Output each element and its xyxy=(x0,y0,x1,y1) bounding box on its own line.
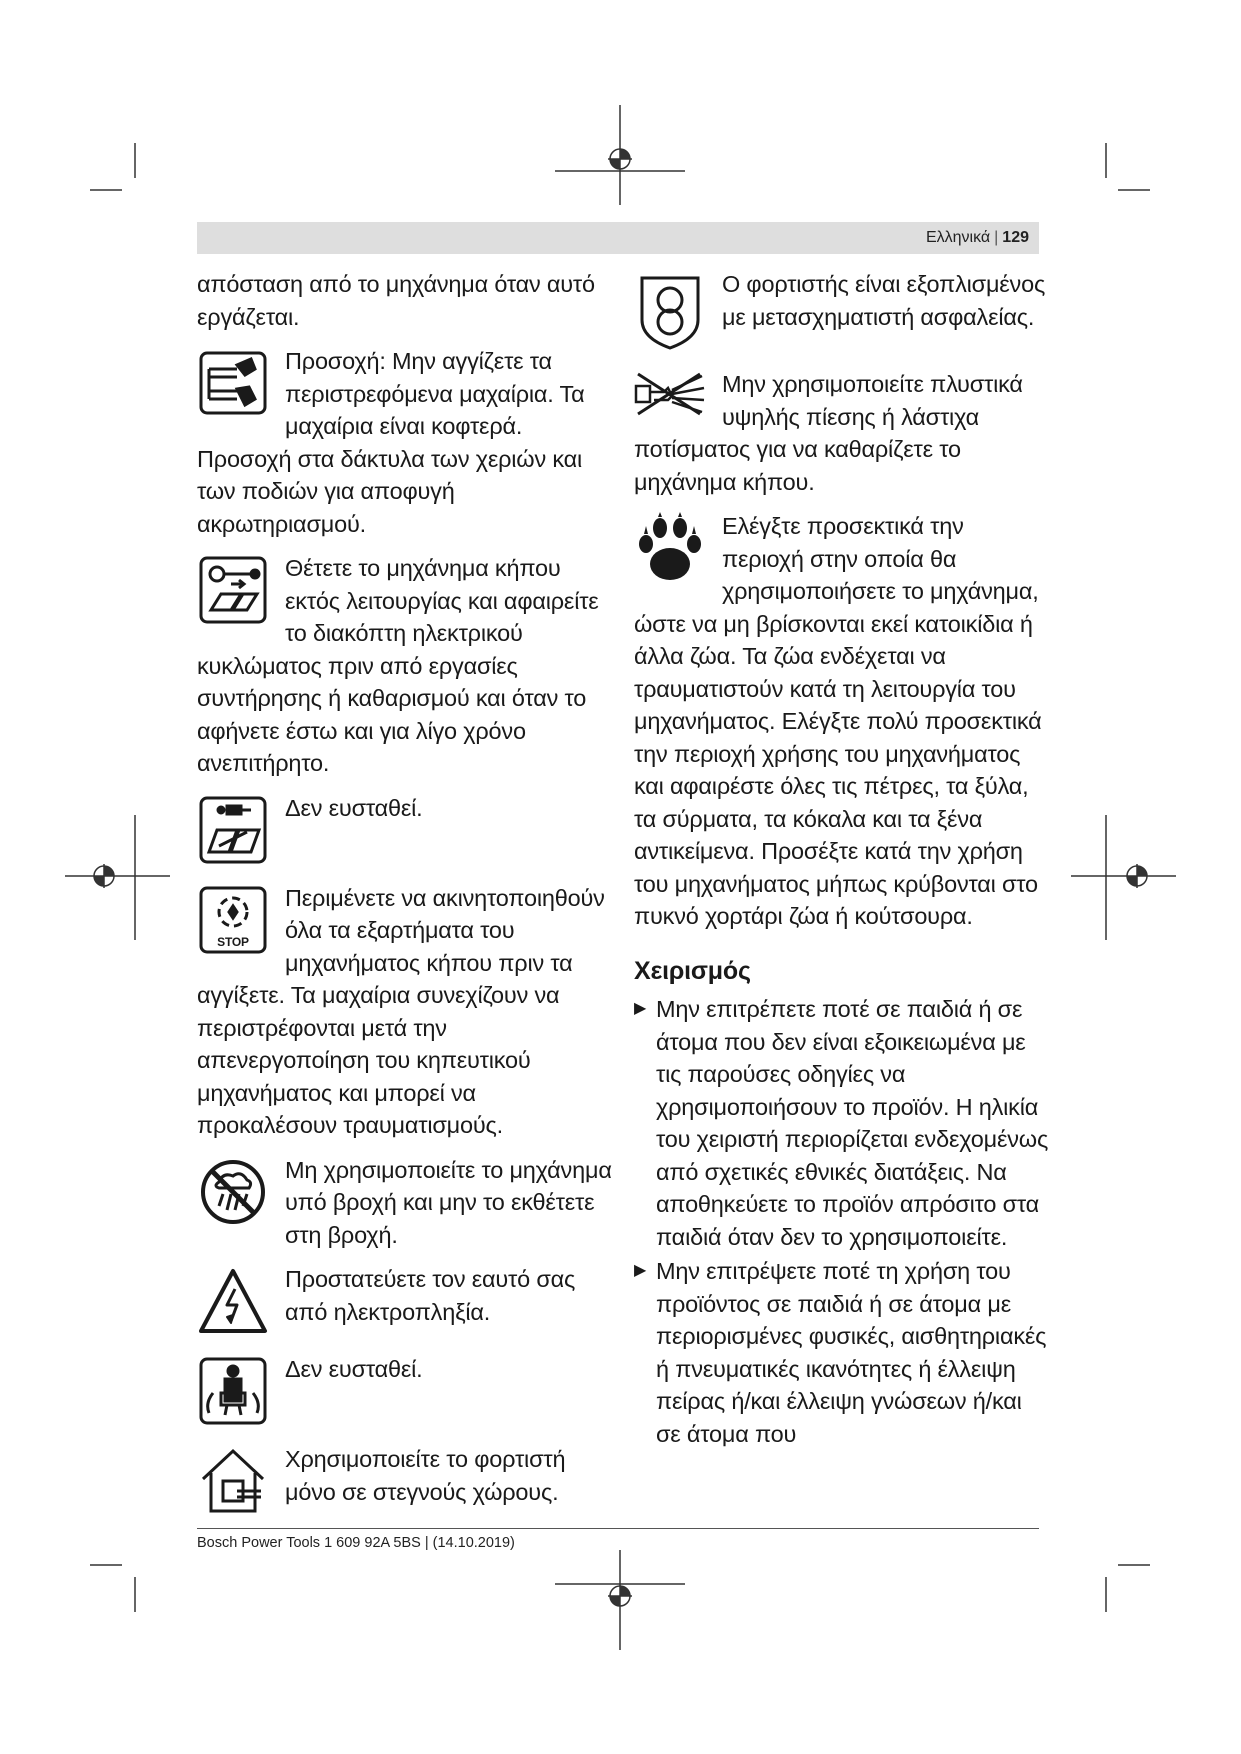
indoor-use-icon xyxy=(197,1445,269,1517)
unplug-manual-icon xyxy=(197,554,269,626)
bullet-arrow-icon: ▶ xyxy=(634,1000,647,1017)
not-applicable-text-2: Δεν ευσταθεί. xyxy=(285,1356,423,1382)
not-applicable-block-1 xyxy=(197,792,612,870)
svg-text:STOP: STOP xyxy=(217,934,249,949)
page-number: 129 xyxy=(1002,229,1029,246)
header-language: Ελληνικά xyxy=(925,229,991,246)
right-column xyxy=(634,268,1049,1452)
electric-shock-block xyxy=(197,1263,612,1341)
dry-rooms-block xyxy=(197,1443,612,1521)
footer-divider xyxy=(197,1528,1039,1529)
person-machine-icon xyxy=(197,1355,269,1427)
not-applicable-text-1: Δεν ευσταθεί. xyxy=(285,794,423,821)
dry-rooms-text: Χρησιμοποιείτε το φορτιστή μόνο σε στεγνούς χώρους. xyxy=(285,1446,566,1505)
intro-paragraph: απόσταση από το μηχάνημα όταν αυτό εργάζεται. xyxy=(197,271,595,330)
knives-warning-text: Προσοχή: Μην αγγίζετε τα περιστρεφόμενα μαχαίρια. Τα μαχαίρια είναι κοφτερά. Προσοχή στα δάκτυλα των χεριών και των ποδιών για αποφυγή ακρωτηριασμού. xyxy=(197,348,585,537)
stop-rotation-icon xyxy=(197,884,269,956)
no-rain-icon xyxy=(197,1156,269,1228)
check-area-text: Ελέγξτε προσεκτικά την περιοχή στην οποία θα χρησιμοποιήσετε το μηχάνημα, ώστε να μη βρίσκονται εκεί κατοικίδια ή άλλα ζώα. Τα ζώα ενδέχεται να τραυματιστούν κατά τη λειτουργία του μηχανήματος. Ελέγξτε πολύ προσεκτικά την περιοχή χρήσης του μηχανήματος και αφαιρέστε όλες τις πέτρες, τα ξύλα, τα σύρματα, τα κόκαλα και τα ξένα αντικείμενα. Προσέξτε κατά την χρήση του μηχανήματος μήπως κρύβονται στο πυκνό χορτάρι ζώα ή κούτσουρα. xyxy=(634,513,1042,929)
bullet-text-2: Μην επιτρέψετε ποτέ τη χρήση του προϊόντος σε παιδιά ή σε άτομα με περιορισμένες φυσικές, αισθητηριακές ή πνευματικές ικανότητες ή έλλειψη πείρας ή/και έλλειψη γνώσεων ή/και σε άτομα που xyxy=(656,1258,1047,1447)
page-header xyxy=(197,222,1039,254)
no-hose-icon xyxy=(634,370,706,416)
list-item xyxy=(634,993,1049,1253)
switch-off-block xyxy=(197,552,612,780)
transformer-icon xyxy=(634,270,706,352)
no-rain-text: Μη χρησιμοποιείτε το μηχάνημα υπό βροχή και μην το εκθέτετε στη βροχή. xyxy=(285,1156,612,1248)
switch-off-text: Θέτετε το μηχάνημα κήπου εκτός λειτουργίας και αφαιρείτε το διακόπτη ηλεκτρικού κυκλώματος πριν από εργασίες συντήρησης ή καθαρισμού και όταν το αφήνετε έστω και για λίγο χρόνο ανεπιτήρητο. xyxy=(197,555,599,776)
bullet-arrow-icon: ▶ xyxy=(634,1262,647,1279)
wait-stop-block xyxy=(197,882,612,1142)
paw-icon xyxy=(634,512,706,584)
check-area-block xyxy=(634,510,1049,933)
section-title-operation: Χειρισμός xyxy=(634,956,751,985)
electric-shock-icon xyxy=(197,1265,269,1337)
wait-stop-text: Περιμένετε να ακινητοποιηθούν όλα τα εξαρτήματα του μηχανήματος κήπου πριν τα αγγίξετε. Τα μαχαίρια συνεχίζουν να περιστρέφονται μετά την απενεργοποίηση του κηπευτικού μηχανήματος και μπορεί να προκαλέσουν τραυματισμούς. xyxy=(197,884,605,1138)
bullet-text-1: Μην επιτρέπετε ποτέ σε παιδιά ή σε άτομα που δεν είναι εξοικειωμένα με τις παρούσες οδηγίες να χρησιμοποιήσουν το προϊόν. Η ηλικία του χειριστή περιορίζεται ενδεχομένως από σχετικές εθνικές διατάξεις. Να αποθηκεύετε το προϊόν απρόσιτο στα παιδιά όταν δεν το χρησιμοποιείτε. xyxy=(656,996,1049,1250)
transformer-block xyxy=(634,268,1049,356)
knives-warning-block xyxy=(197,345,612,540)
manual-wrench-icon xyxy=(197,794,269,866)
left-column xyxy=(197,268,612,1533)
transformer-text: Ο φορτιστής είναι εξοπλισμένος με μετασχηματιστή ασφαλείας. xyxy=(722,271,1046,330)
electric-shock-text: Προστατεύετε τον εαυτό σας από ηλεκτροπληξία. xyxy=(285,1266,576,1325)
list-item xyxy=(634,1255,1049,1450)
no-pressure-washer-block xyxy=(634,368,1049,498)
header-separator: | xyxy=(994,229,999,246)
no-pressure-washer-text: Μην χρησιμοποιείτε πλυστικά υψηλής πίεσης ή λάστιχα ποτίσματος για να καθαρίζετε το μηχάνημα κήπου. xyxy=(634,371,1023,495)
rotating-knives-icon xyxy=(197,347,269,419)
no-rain-block xyxy=(197,1154,612,1252)
not-applicable-block-2 xyxy=(197,1353,612,1431)
footer-text: Bosch Power Tools 1 609 92A 5BS | (14.10.2019) xyxy=(197,1535,515,1551)
